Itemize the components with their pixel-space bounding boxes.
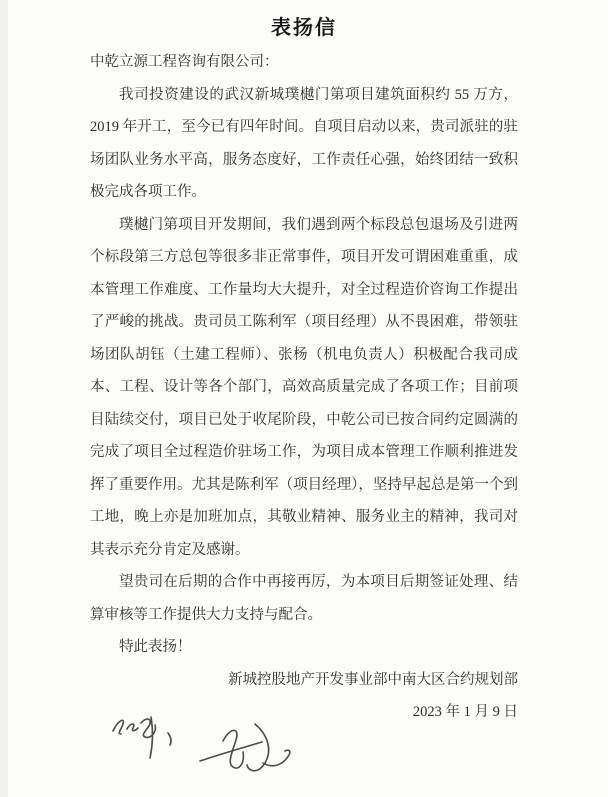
letter-closing: 特此表扬！ xyxy=(119,639,192,655)
letter-title: 表扬信 xyxy=(271,17,337,39)
letter-paragraph-2: 璞樾门第项目开发期间，我们遇到两个标段总包退场及引进两个标段第三方总包等很多非正常事件，项目开发可谓困难重重，成本管理工作难度、工作量均大大提升，对全过程造价咨询工作提出了严峻的挑战。贵司员工陈利军（项目经理）从不畏困难，带领驻场团队胡钰（土建工程师）、张杨（机电负责人）积极配合我司成本、工程、设计等各个部门，高效高质量完成了各项工作；目前项目陆续交付，项目已处于收尾阶段，中乾公司已按合同约定圆满的完成了项目全过程造价驻场工作，为项目成本管理工作顺利推进发挥了重要作用。尤其是陈利军（项目经理），坚持早起总是第一个到工地，晚上亦是加班加点，其敬业精神、服务业主的精神，我司对其表示充分肯定及感谢。 xyxy=(90,216,518,558)
letter-body xyxy=(90,46,518,729)
letter-paragraph-3: 望贵司在后期的合作中再接再厉，为本项目后期签证处理、结算审核等工作提供大力支持与配合。 xyxy=(90,574,518,623)
signature-date: 2023 年 1 月 9 日 xyxy=(412,704,518,720)
letter-content xyxy=(90,10,518,729)
letter-salutation: 中乾立源工程咨询有限公司： xyxy=(90,54,279,70)
letter-paragraph-1: 我司投资建设的武汉新城璞樾门第项目建筑面积约 55 万方，2019 年开工，至今已有四年时间。自项目启动以来，贵司派驻的驻场团队业务水平高，服务态度好，工作责任心强，始终团结一致积极完成各项工作。 xyxy=(90,86,518,200)
scan-edge-shadow xyxy=(0,0,8,797)
signature-organization: 新城控股地产开发事业部中南大区合约规划部 xyxy=(228,671,518,688)
